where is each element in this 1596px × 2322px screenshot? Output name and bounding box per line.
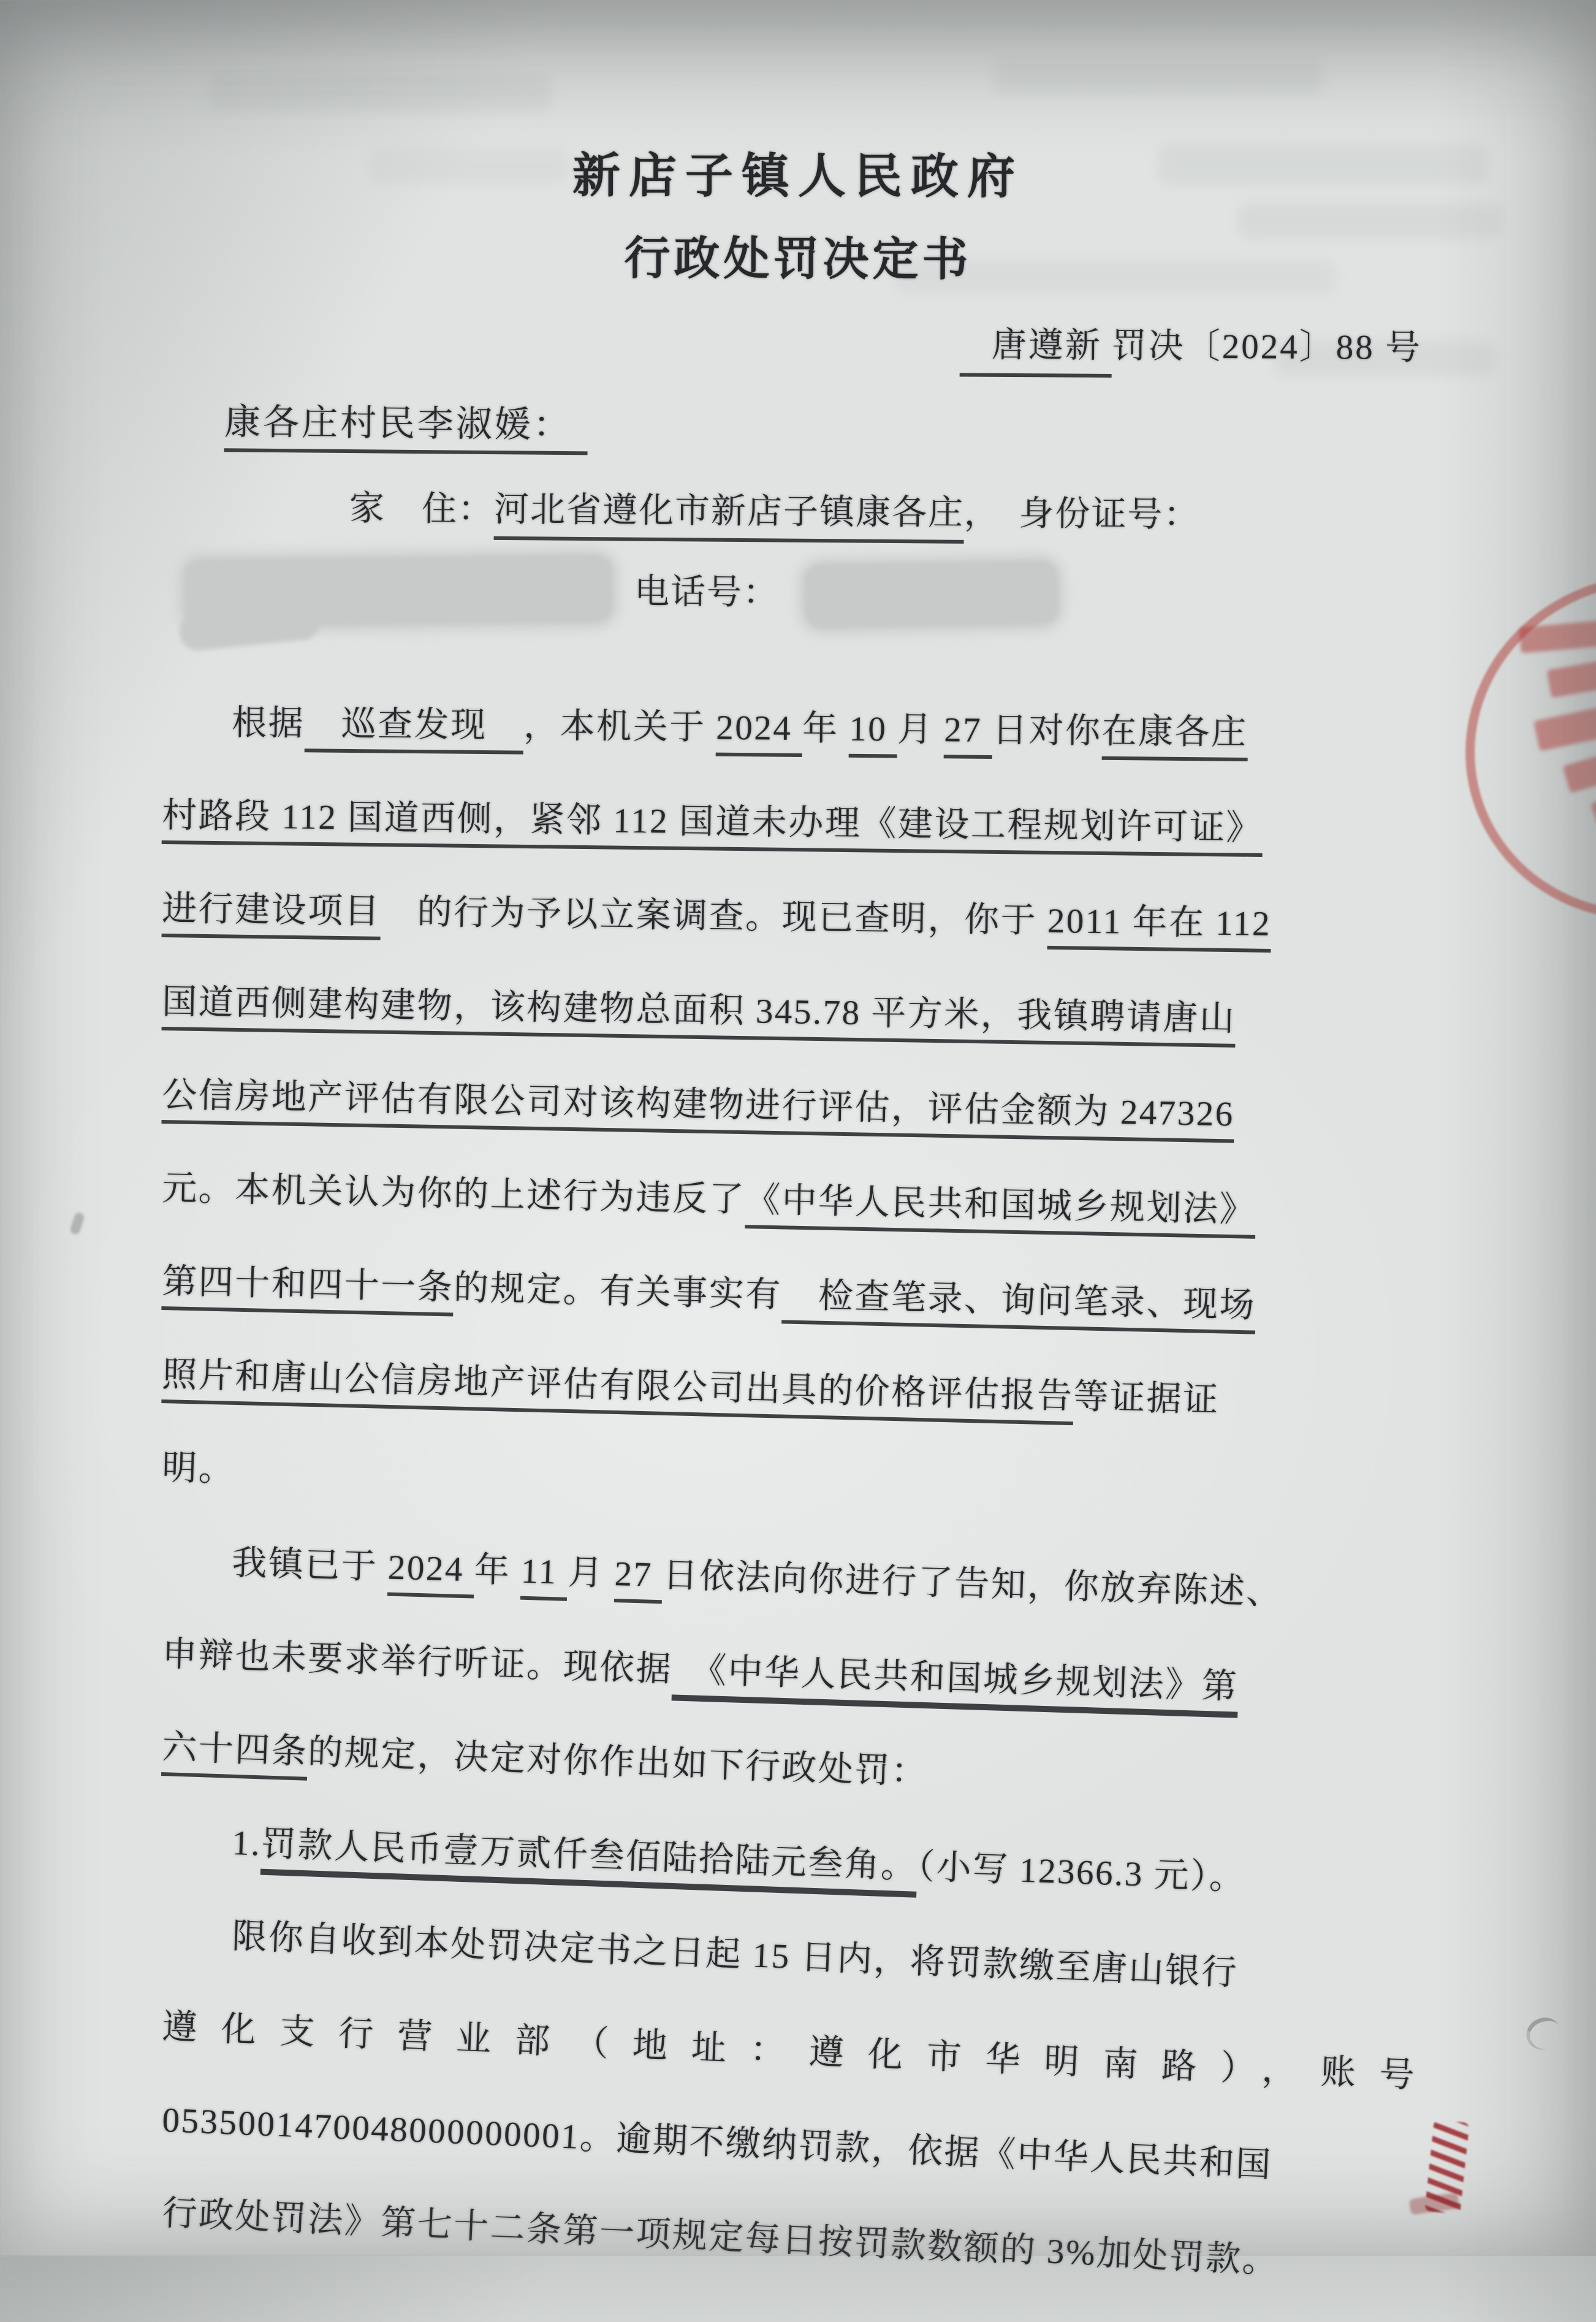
underlined-text: 27 xyxy=(944,710,992,759)
underlined-text: 六十四条 xyxy=(161,1728,308,1781)
document-number-rest: 罚决〔2024〕88 号 xyxy=(1111,326,1423,368)
issuing-authority-title: 新店子镇人民政府 xyxy=(572,149,1024,204)
document-type-title: 行政处罚决定书 xyxy=(624,234,972,286)
text-segment: 元。本机关认为你的上述行为违反了 xyxy=(161,1169,746,1220)
text-segment: 的行为予以立案调查。现已查明，你于 xyxy=(380,892,1048,940)
text-segment: 的规定。有关事实有 xyxy=(453,1268,783,1315)
text-segment: 我镇已于 xyxy=(231,1544,389,1587)
underlined-text: 在康各庄 xyxy=(1101,712,1248,761)
text-segment: 年 xyxy=(473,1550,522,1591)
document-number-issuer: 唐遵新 xyxy=(959,325,1112,378)
text-segment: 根据 xyxy=(231,704,305,744)
text-segment: 遵化支行营业部（地址：遵化市华明南路），账号 xyxy=(161,2008,1439,2096)
text-segment: 申辩也未要求举行听证。现依据 xyxy=(161,1635,674,1689)
text-segment: 等证据证 xyxy=(1073,1377,1220,1420)
document-body xyxy=(0,676,1596,2281)
underlined-text: 公信房地产评估有限公司对该构建物进行评估，评估金额为 247326 xyxy=(161,1076,1234,1143)
document-number xyxy=(0,311,1422,370)
text-segment: 0535001470048000000001。逾期不缴纳罚款，依据《中华人民共和国 xyxy=(161,2101,1273,2185)
text-segment: 月 xyxy=(567,1553,615,1594)
underlined-text: 10 xyxy=(849,710,897,758)
underlined-text: 2024 xyxy=(716,709,802,757)
underlined-text: 村路段 112 国道西侧，紧邻 112 国道未办理《建设工程规划许可证》 xyxy=(162,796,1263,857)
underlined-text: 照片和唐山公信房地产评估有限公司出具的价格评估报告 xyxy=(161,1355,1074,1425)
underlined-text: 第四十和四十一条 xyxy=(161,1262,454,1317)
underlined-text: 进行建设项目 xyxy=(162,889,381,940)
bleedthrough-smudge xyxy=(208,72,552,112)
redacted-phone-number xyxy=(804,560,1059,629)
text-segment: 限你自收到本处罚决定书之日起 15 日内，将罚款缴至唐山银行 xyxy=(231,1917,1239,1993)
underlined-text: 11 xyxy=(520,1552,569,1601)
text-segment: （小写 12366.3 元）。 xyxy=(916,1847,1247,1898)
underlined-text: 《中华人民共和国城乡规划法》 xyxy=(745,1181,1256,1239)
underlined-text: 罚款人民币壹万贰仟叁佰陆拾陆元叁角。 xyxy=(260,1825,918,1898)
seal-glyph-mark xyxy=(1533,688,1596,751)
text-segment: 明。 xyxy=(161,1448,236,1490)
underlined-text: 27 xyxy=(614,1555,663,1604)
bleedthrough-smudge xyxy=(993,59,1324,94)
text-segment: 年 xyxy=(802,709,849,748)
underlined-text: 检查笔录、询问笔录、现场 xyxy=(781,1276,1256,1334)
text-segment: 1. xyxy=(231,1823,262,1863)
home-address: 河北省遵化市新店子镇康各庄 xyxy=(494,490,965,544)
text-segment: 日对你 xyxy=(992,711,1102,751)
recipient-name: 康各庄村民李淑媛： xyxy=(224,402,588,455)
underlined-text: 国道西侧建构建物，该构建物总面积 345.78 平方米，我镇聘请唐山 xyxy=(162,983,1236,1048)
text-segment: 行政处罚法》第七十二条第一项规定每日按罚款数额的 3%加处罚款。 xyxy=(161,2194,1280,2281)
seal-glyph-mark xyxy=(1519,616,1596,653)
redacted-id-number xyxy=(183,554,613,628)
id-number-label: 身份证号： xyxy=(1019,494,1200,535)
text-segment: 日依法向你进行了告知，你放弃陈述、 xyxy=(662,1556,1283,1613)
text-segment: ，本机关于 xyxy=(523,706,716,747)
phone-label: 电话号： xyxy=(634,572,780,612)
home-label: 家 住： xyxy=(349,489,495,529)
underlined-text: 2024 xyxy=(387,1548,475,1599)
text-segment: 的规定，决定对你作出如下行政处罚： xyxy=(307,1732,929,1792)
underlined-text: 《中华人民共和国城乡规划法》第 xyxy=(672,1650,1239,1718)
body-line xyxy=(161,769,1596,879)
body-line xyxy=(161,676,1596,783)
separator: ， xyxy=(963,493,1019,533)
underlined-text: 巡查发现 xyxy=(305,704,524,754)
text-segment: 月 xyxy=(897,710,944,750)
contact-line xyxy=(0,550,1596,647)
recipient-line xyxy=(224,392,1596,457)
underlined-text: 2011 年在 112 xyxy=(1047,902,1271,953)
residence-line xyxy=(349,480,1596,540)
seal-glyph-mark xyxy=(1547,645,1596,698)
